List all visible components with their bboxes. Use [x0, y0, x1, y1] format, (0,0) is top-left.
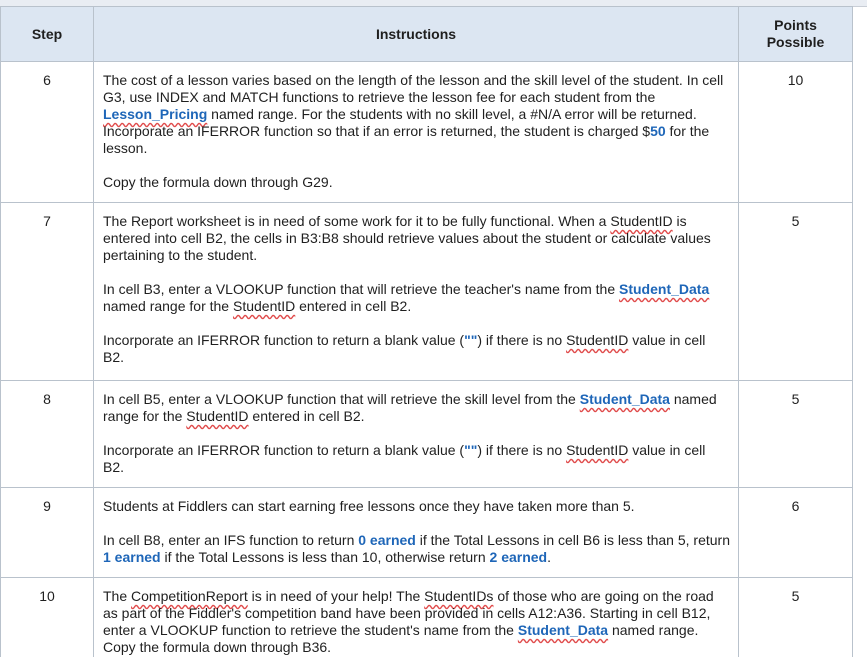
- text: named range. Copy the formula down through B36.: [103, 622, 699, 655]
- amount-value: 50: [650, 123, 666, 139]
- studentid-term: StudentID: [566, 332, 629, 348]
- blank-value: "": [464, 332, 478, 348]
- table-row: [1, 488, 853, 578]
- instruction-paragraph: [103, 588, 730, 656]
- instruction-paragraph: [103, 332, 730, 366]
- studentid-term: StudentID: [186, 408, 249, 424]
- instruction-paragraph: [103, 532, 730, 566]
- sheet-name-term: CompetitionReport: [131, 588, 248, 604]
- text: value in cell B2.: [103, 442, 706, 475]
- text: entered in cell B2.: [248, 408, 365, 424]
- header-points-line1: Points: [774, 17, 817, 33]
- points-value: 5: [739, 203, 853, 381]
- table-row: [1, 203, 853, 381]
- instruction-cell: [94, 578, 739, 657]
- step-number: 8: [1, 381, 94, 488]
- step-number: 7: [1, 203, 94, 381]
- text: Incorporate an IFERROR function to return a blank value (: [103, 442, 465, 458]
- instruction-paragraph: Copy the formula down through G29.: [103, 174, 333, 190]
- text: for the lesson.: [103, 123, 710, 156]
- text: In cell B8, enter an IFS function to return: [103, 532, 359, 548]
- points-value: 5: [739, 381, 853, 488]
- instruction-cell: [94, 62, 739, 203]
- text: ) if there is no: [477, 442, 567, 458]
- points-value: 10: [739, 62, 853, 203]
- text: In cell B5, enter a VLOOKUP function that will retrieve the skill level from the: [103, 391, 580, 407]
- step-number: 10: [1, 578, 94, 657]
- text: if the Total Lessons is less than 10, otherwise return: [160, 549, 490, 565]
- table-row: [1, 62, 853, 203]
- instruction-paragraph: [103, 72, 730, 157]
- text: if the Total Lessons in cell B6 is less than 5, return: [415, 532, 730, 548]
- table-row: [1, 578, 853, 657]
- text: .: [547, 549, 551, 565]
- instruction-paragraph: [103, 281, 730, 315]
- instruction-paragraph: [103, 391, 730, 425]
- text: The: [103, 588, 132, 604]
- instruction-paragraph: [103, 213, 730, 264]
- studentid-term: StudentID: [566, 442, 629, 458]
- blank-value: "": [464, 442, 478, 458]
- header-points: [739, 7, 853, 62]
- text: In cell B3, enter a VLOOKUP function that will retrieve the teacher's name from the: [103, 281, 619, 297]
- points-value: 5: [739, 578, 853, 657]
- text: The Report worksheet is in need of some work for it to be fully functional. When a: [103, 213, 611, 229]
- text: is entered into cell B2, the cells in B3:B8 should retrieve values about the student or calculate values pertaining to the student.: [103, 213, 711, 263]
- named-range-link: Student_Data: [619, 281, 710, 297]
- table-row: [1, 381, 853, 488]
- named-range-link: Student_Data: [517, 622, 609, 638]
- header-step: Step: [1, 7, 94, 62]
- studentid-term: StudentID: [232, 298, 296, 314]
- named-range-link: Lesson_Pricing: [103, 106, 208, 122]
- text: ) if there is no: [477, 332, 567, 348]
- points-value: 6: [739, 488, 853, 578]
- instructions-table: [0, 6, 853, 657]
- header-row: [1, 7, 853, 62]
- text: named range for the: [103, 391, 717, 424]
- text: entered in cell B2.: [295, 298, 412, 314]
- text: named range for the: [103, 298, 233, 314]
- header-points-line2: Possible: [766, 34, 825, 50]
- instruction-cell: [94, 488, 739, 578]
- instruction-paragraph: Students at Fiddlers can start earning free lessons once they have taken more than 5.: [103, 498, 635, 514]
- header-instructions: Instructions: [94, 7, 739, 62]
- step-number: 6: [1, 62, 94, 203]
- result-value-2: 2 earned: [489, 549, 548, 565]
- text: is in need of your help! The: [247, 588, 425, 604]
- named-range-link: Student_Data: [579, 391, 670, 407]
- result-value-0: 0 earned: [358, 532, 416, 548]
- instruction-cell: [94, 203, 739, 381]
- instruction-cell: [94, 381, 739, 488]
- text: of those who are going on the road as part of the Fiddler's competition band have been provided in cells A12:A36. Starting in cell B12, enter a VLOOKUP function to retrieve the student's name from the: [103, 588, 714, 638]
- text: The cost of a lesson varies based on the length of the lesson and the skill level of the student. In cell G3, use INDEX and MATCH functions to retrieve the lesson fee for each student from the: [103, 72, 724, 105]
- step-number: 9: [1, 488, 94, 578]
- text: Incorporate an IFERROR function to return a blank value (: [103, 332, 465, 348]
- studentid-term: StudentID: [610, 213, 673, 229]
- result-value-1: 1 earned: [103, 549, 161, 565]
- instruction-paragraph: [103, 442, 730, 476]
- text: named range. For the students with no skill level, a #N/A error will be returned. Incorporate an IFERROR function so that if an error is returned, the student is charged $: [103, 106, 697, 139]
- text: value in cell B2.: [103, 332, 706, 365]
- studentids-term: StudentIDs: [424, 588, 494, 604]
